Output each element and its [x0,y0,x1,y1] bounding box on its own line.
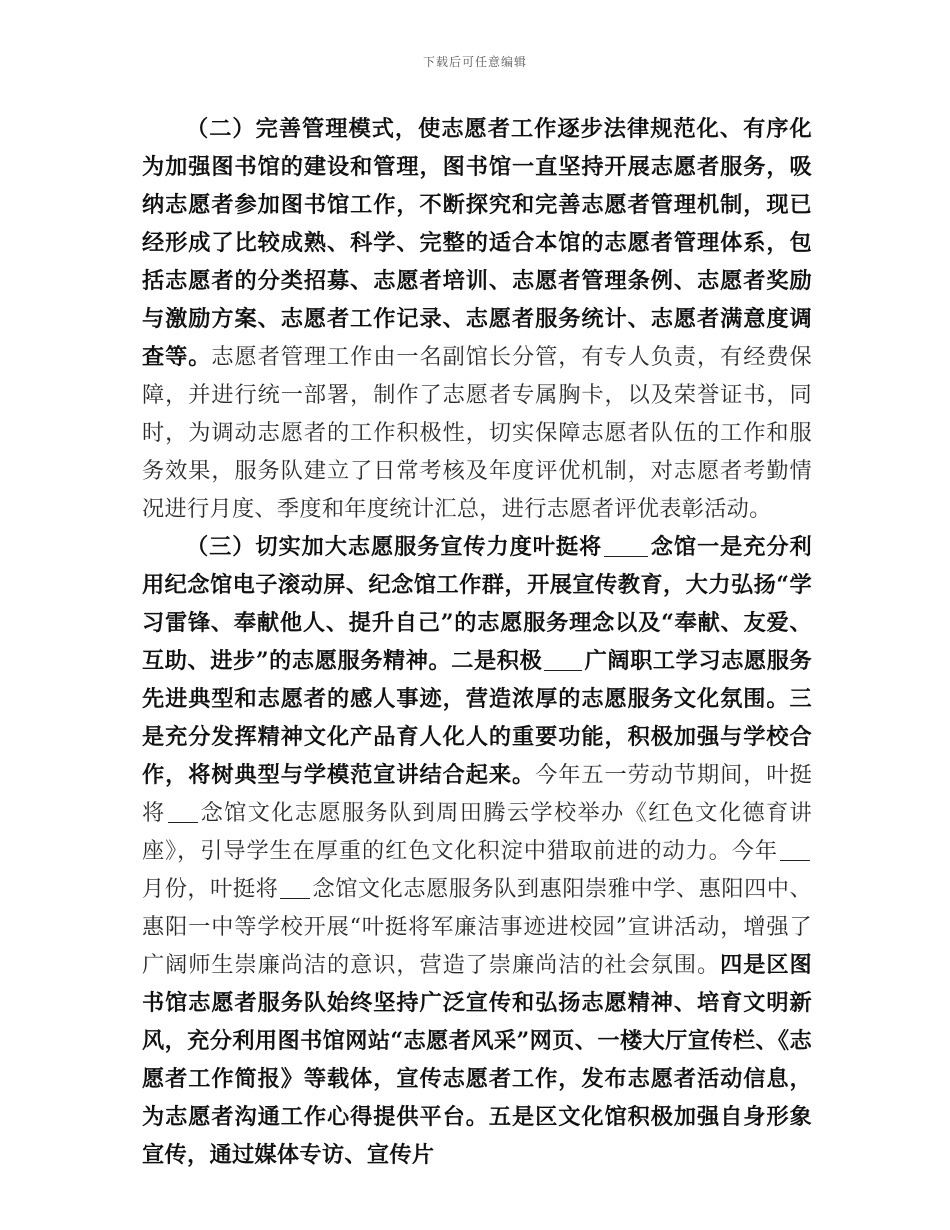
page-header: 下载后可任意编辑 [422,55,527,69]
paragraph-management-mode [142,110,812,528]
paragraph-bold-text: 广阔职工学习志愿服务先进典型和志愿者的感人事迹，营造浓厚的志愿服务文化氛围。三是充分发挥精神文化产品育人化人的重要功能，积极加强与学校合作，将树典型与学模范宣讲结合起来。 [142,648,812,788]
paragraph-bold-text: 念馆一是充分利用纪念馆电子滚动屏、纪念馆工作群，开展宣传教育，大力弘扬“学习雷锋、奉献他人、提升自己”的志愿服务理念以及“奉献、友爱、互助、进步”的志愿服务精神。二是积极 [142,534,812,674]
paragraph-bold-text: （二）完善管理模式，使志愿者工作逐步法律规范化、有序化为加强图书馆的建设和管理，图书馆一直坚持开展志愿者服务，吸纳志愿者参加图书馆工作，不断探究和完善志愿者管理机制，现已经形成了比较成熟、科学、完整的适合本馆的志愿者管理体系，包括志愿者的分类招募、志愿者培训、志愿者管理条例、志愿者奖励与激励方案、志愿者工作记录、志愿者服务统计、志愿者满意度调查等。 [142,116,812,370]
paragraph-bold-text: 四是区图书馆志愿者服务队始终坚持广泛宣传和弘扬志愿精神、培育文明新风，充分利用图书馆网站“志愿者风采”网页、一楼大厅宣传栏、《志愿者工作简报》等载体，宣传志愿者工作，发布志愿者活动信息，为志愿者沟通工作心得提供平台。五是区文化馆积极加强自身形象宣传，通过媒体专访、宣传片 [142,952,813,1168]
document-body [142,110,812,1174]
paragraph-normal-text: 今年五一劳动节期间，叶挺将 [142,762,812,826]
blank-underline [168,802,198,823]
blank-underline [280,878,310,899]
paragraph-normal-text: 念馆文化志愿服务队到周田腾云学校举办《红色文化德育讲座》，引导学生在厚重的红色文化积淀中猎取前进的动力。今年 [142,800,812,864]
blank-underline [604,536,648,557]
blank-underline [780,840,810,861]
paragraph-bold-text: （三）切实加大志愿服务宣传力度叶挺将 [186,534,603,560]
paragraph-publicity [142,528,812,1174]
blank-underline [544,650,582,671]
paragraph-normal-text: 志愿者管理工作由一名副馆长分管，有专人负责，有经费保障，并进行统一部署，制作了志愿者专属胸卡，以及荣誉证书，同时，为调动志愿者的工作积极性，切实保障志愿者队伍的工作和服务效果，服务队建立了日常考核及年度评优机制，对志愿者考勤情况进行月度、季度和年度统计汇总，进行志愿者评优表彰活动。 [142,344,812,522]
paragraph-normal-text: 念馆文化志愿服务队到惠阳崇雅中学、惠阳四中、惠阳一中等学校开展“叶挺将军廉洁事迹进校园”宣讲活动，增强了广阔师生崇廉尚洁的意识，营造了崇廉尚洁的社会氛围。 [142,876,812,978]
paragraph-normal-text: 月份，叶挺将 [142,876,279,902]
